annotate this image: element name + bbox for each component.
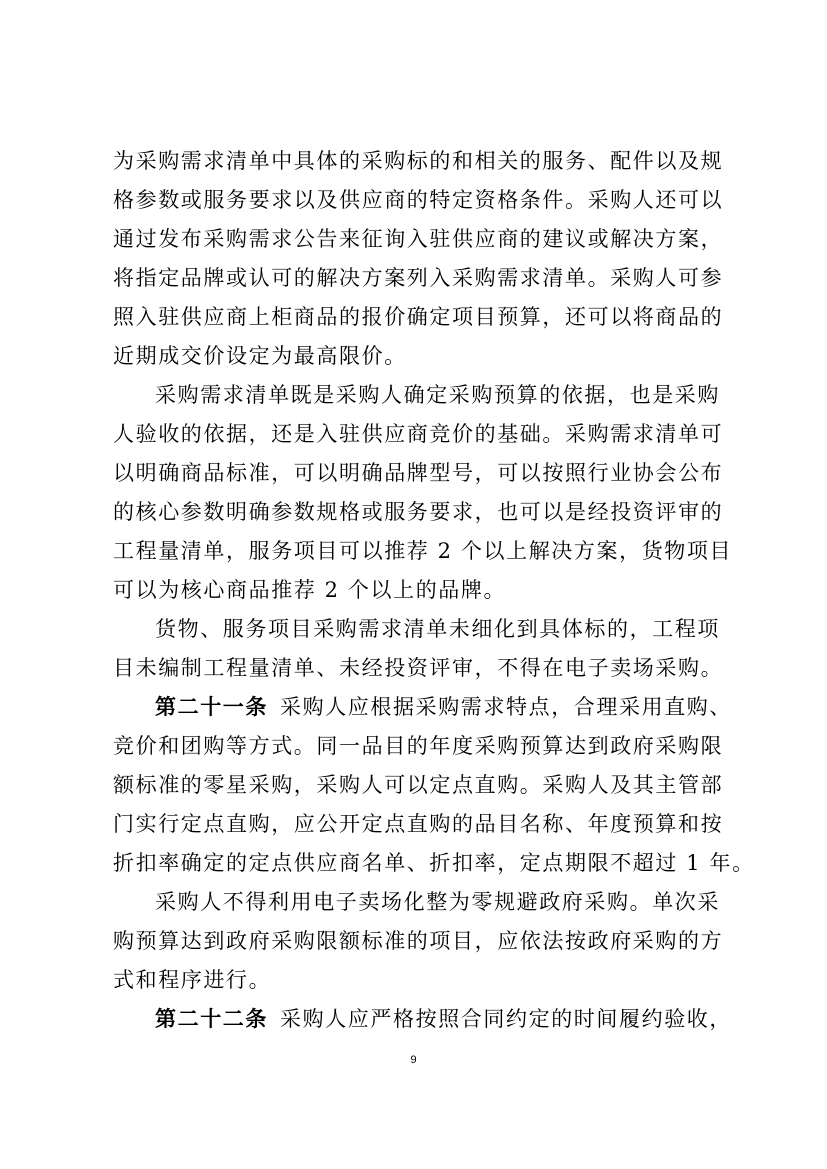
paragraph-line: 的核心参数明确参数规格或服务要求，也可以是经投资评审的 (113, 500, 724, 524)
paragraph-line: 采购需求清单既是采购人确定采购预算的依据，也是采购 (155, 383, 720, 407)
paragraph-line: 目未编制工程量清单、未经投资评审，不得在电子卖场采购。 (113, 656, 724, 680)
paragraph-line: 工程量清单，服务项目可以推荐 2 个以上解决方案，货物项目 (113, 539, 733, 563)
page-number: 9 (410, 1054, 417, 1066)
paragraph-line: 近期成交价设定为最高限价。 (113, 344, 407, 368)
paragraph-line: 门实行定点直购，应公开定点直购的品目名称、年度预算和按 (113, 812, 724, 836)
paragraph-line: 式和程序进行。 (113, 968, 272, 992)
article-heading: 第二十一条 (155, 695, 268, 719)
paragraph-line: 采购人不得利用电子卖场化整为零规避政府采购。单次采 (155, 890, 720, 914)
paragraph-line: 额标准的零星采购，采购人可以定点直购。采购人及其主管部 (113, 773, 724, 797)
paragraph-line: 货物、服务项目采购需求清单未细化到具体标的，工程项 (155, 617, 720, 641)
paragraph-line: 可以为核心商品推荐 2 个以上的品牌。 (113, 578, 507, 602)
paragraph-line: 折扣率确定的定点供应商名单、折扣率，定点期限不超过 1 年。 (113, 851, 755, 875)
paragraph-line: 照入驻供应商上柜商品的报价确定项目预算，还可以将商品的 (113, 305, 724, 329)
paragraph-line: 采购人应根据采购需求特点，合理采用直购、 (280, 695, 732, 719)
paragraph-line: 购预算达到政府采购限额标准的项目，应依法按政府采购的方 (113, 929, 724, 953)
article-heading: 第二十二条 (155, 1007, 268, 1031)
paragraph-line: 格参数或服务要求以及供应商的特定资格条件。采购人还可以 (113, 188, 724, 212)
paragraph-line: 将指定品牌或认可的解决方案列入采购需求清单。采购人可参 (113, 266, 724, 290)
paragraph-line: 通过发布采购需求公告来征询入驻供应商的建议或解决方案， (113, 227, 724, 251)
paragraph-line: 竞价和团购等方式。同一品目的年度采购预算达到政府采购限 (113, 734, 724, 758)
paragraph-line: 以明确商品标准，可以明确品牌型号，可以按照行业协会公布 (113, 461, 724, 485)
paragraph-line: 为采购需求清单中具体的采购标的和相关的服务、配件以及规 (113, 149, 724, 173)
paragraph-line: 采购人应严格按照合同约定的时间履约验收， (280, 1007, 732, 1031)
paragraph-line: 人验收的依据，还是入驻供应商竞价的基础。采购需求清单可 (113, 422, 724, 446)
